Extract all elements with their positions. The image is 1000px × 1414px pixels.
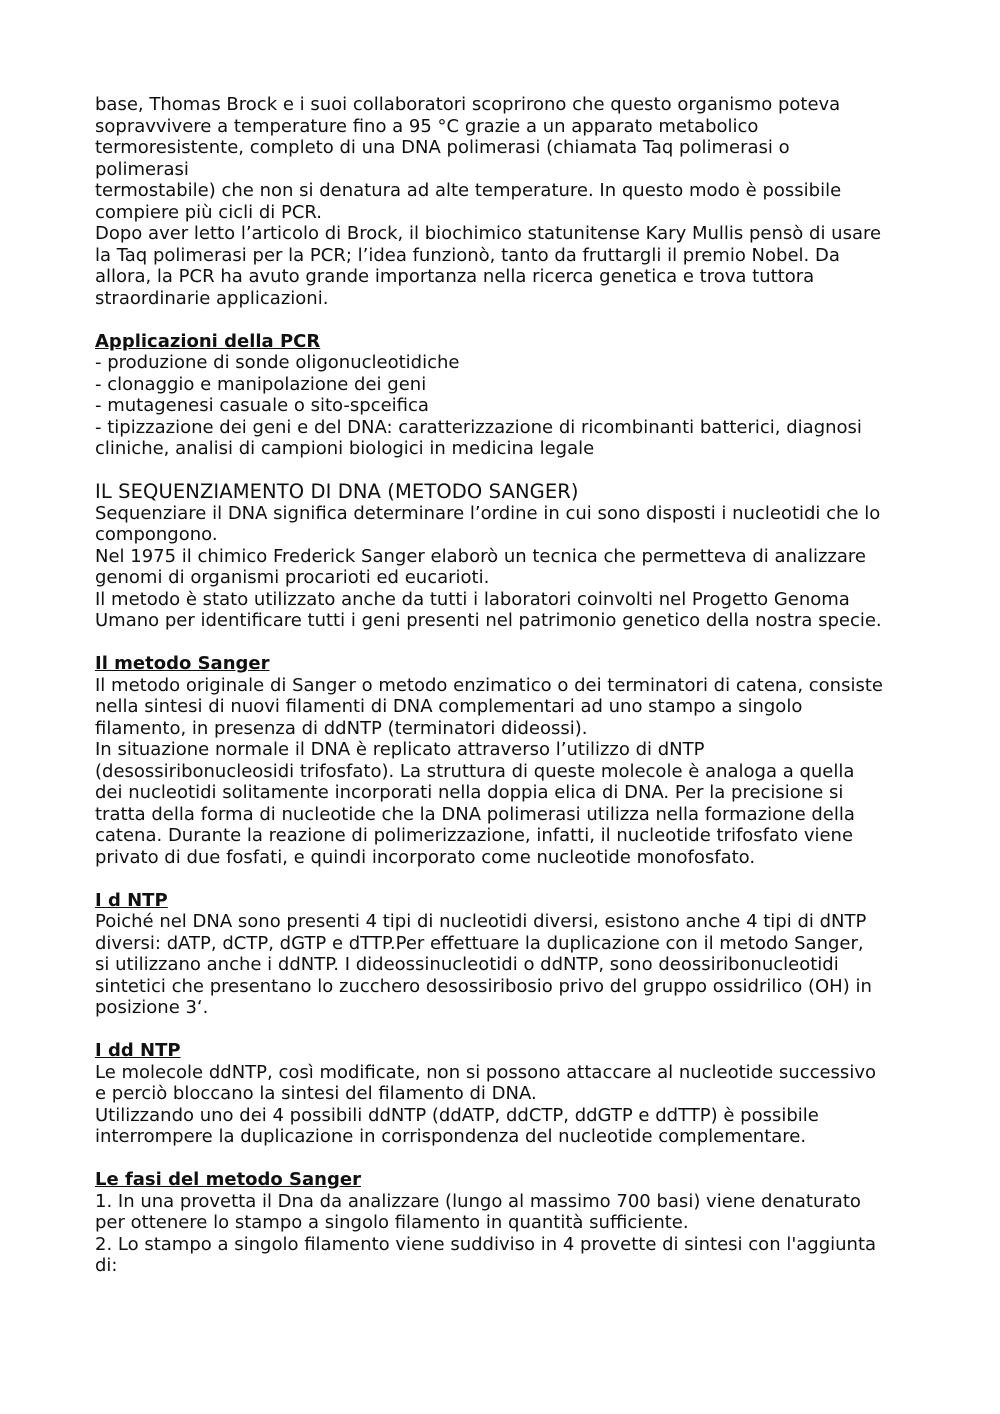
list-item: - clonaggio e manipolazione dei geni (95, 373, 427, 395)
text-line: Poiché nel DNA sono presenti 4 tipi di nucleotidi diversi, esistono anche 4 tipi di dNTP (95, 911, 867, 932)
section-sequenziamento (95, 481, 915, 632)
text-line: privato di due fosfati, e quindi incorporato come nucleotide monofosfato. (95, 846, 756, 868)
section-heading: Il metodo Sanger (95, 653, 270, 674)
text-line: (desossiribonucleosidi trifosfato). La struttura di queste molecole è analoga a quella (95, 760, 855, 782)
paragraph-gap (95, 1019, 915, 1041)
section-dntp (95, 890, 915, 1019)
list-item: cliniche, analisi di campioni biologici in medicina legale (95, 438, 595, 459)
text-line: diversi: dATP, dCTP, dGTP e dTTP.Per effettuare la duplicazione con il metodo Sanger, (95, 932, 864, 954)
text-line: compiere più cicli di PCR. (95, 201, 322, 223)
paragraph-gap (95, 460, 915, 482)
section-applicazioni (95, 331, 915, 460)
paragraph-gap (95, 309, 915, 331)
text-line: sopravvivere a temperature fino a 95 °C grazie a un apparato metabolico (95, 115, 759, 137)
list-item: - produzione di sonde oligonucleotidiche (95, 352, 460, 373)
paragraph-gap (95, 1148, 915, 1170)
text-line: termostabile) che non si denatura ad alte temperature. In questo modo è possibile (95, 180, 842, 201)
section-heading: Applicazioni della PCR (95, 330, 321, 352)
text-line: sintetici che presentano lo zucchero desossiribosio privo del gruppo ossidrilico (OH) in (95, 975, 872, 997)
text-line: posizione 3‘. (95, 997, 209, 1018)
text-line: base, Thomas Brock e i suoi collaboratori scoprirono che questo organismo poteva (95, 94, 841, 115)
text-line: dei nucleotidi solitamente incorporati nella doppia elica di DNA. Per la precisione si (95, 782, 844, 803)
list-item: - tipizzazione dei geni e del DNA: caratterizzazione di ricombinanti batterici, diagnosi (95, 416, 862, 438)
list-item: - mutagenesi casuale o sito-spceifica (95, 395, 429, 416)
text-line: la Taq polimerasi per la PCR; l’idea funzionò, tanto da fruttargli il premio Nobel. Da (95, 244, 840, 266)
text-line: Utilizzando uno dei 4 possibili ddNTP (ddATP, ddCTP, ddGTP e ddTTP) è possibile (95, 1104, 819, 1126)
section-title: IL SEQUENZIAMENTO DI DNA (METODO SANGER) (95, 480, 579, 503)
text-line: Le molecole ddNTP, così modificate, non si possono attaccare al nucleotide successivo (95, 1061, 876, 1083)
paragraph-gap (95, 632, 915, 654)
text-line: straordinarie applicazioni. (95, 287, 329, 309)
text-line: interrompere la duplicazione in corrispondenza del nucleotide complementare. (95, 1126, 807, 1147)
text-line: compongono. (95, 524, 218, 545)
text-line: Sequenziare il DNA significa determinare l’ordine in cui sono disposti i nucleotidi che lo (95, 502, 881, 524)
text-line: Umano per identificare tutti i geni presenti nel patrimonio genetico della nostra specie. (95, 610, 882, 631)
text-line: In situazione normale il DNA è replicato attraverso l’utilizzo di dNTP (95, 739, 705, 760)
section-heading: Le fasi del metodo Sanger (95, 1169, 361, 1190)
document-page (95, 94, 915, 1277)
text-line: nella sintesi di nuovi filamenti di DNA complementari ad uno stampo a singolo (95, 696, 803, 717)
text-line: genomi di organismi procarioti ed eucarioti. (95, 567, 490, 588)
text-line: e perciò bloccano la sintesi del filamento di DNA. (95, 1083, 537, 1104)
section-fasi (95, 1169, 915, 1277)
text-line: filamento, in presenza di ddNTP (terminatori dideossi). (95, 717, 588, 739)
intro-paragraph (95, 94, 915, 309)
text-line: catena. Durante la reazione di polimerizzazione, infatti, il nucleotide trifosfato viene (95, 825, 854, 846)
section-ddntp (95, 1040, 915, 1148)
section-heading: I dd NTP (95, 1040, 181, 1061)
text-line: polimerasi (95, 158, 189, 180)
section-metodo-sanger (95, 653, 915, 868)
text-line: Nel 1975 il chimico Frederick Sanger elaborò un tecnica che permetteva di analizzare (95, 545, 866, 567)
text-line: tratta della forma di nucleotide che la DNA polimerasi utilizza nella formazione della (95, 803, 855, 825)
text-line: 1. In una provetta il Dna da analizzare (lungo al massimo 700 basi) viene denaturato (95, 1190, 861, 1212)
text-line: Dopo aver letto l’articolo di Brock, il biochimico statunitense Kary Mullis pensò di usare (95, 223, 882, 244)
text-line: 2. Lo stampo a singolo filamento viene suddiviso in 4 provette di sintesi con l'aggiunta (95, 1233, 877, 1255)
text-line: Il metodo originale di Sanger o metodo enzimatico o dei terminatori di catena, consiste (95, 674, 883, 696)
text-line: si utilizzano anche i ddNTP. I dideossinucleotidi o ddNTP, sono deossiribonucleotidi (95, 954, 839, 975)
text-line: per ottenere lo stampo a singolo filamento in quantità sufficiente. (95, 1212, 689, 1233)
section-heading: I d NTP (95, 889, 168, 911)
text-line: Il metodo è stato utilizzato anche da tutti i laboratori coinvolti nel Progetto Genoma (95, 588, 850, 610)
text-line: di: (95, 1255, 118, 1276)
text-line: allora, la PCR ha avuto grande importanza nella ricerca genetica e trova tuttora (95, 266, 815, 287)
paragraph-gap (95, 868, 915, 890)
text-line: termoresistente, completo di una DNA polimerasi (chiamata Taq polimerasi o (95, 137, 790, 158)
